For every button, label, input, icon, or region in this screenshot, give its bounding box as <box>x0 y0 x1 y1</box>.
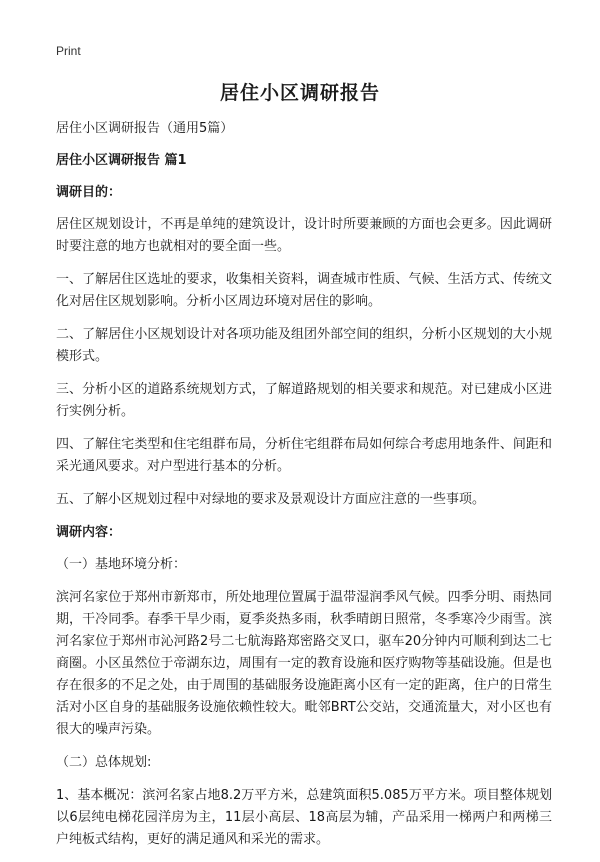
document-body <box>56 118 552 862</box>
site-analysis-paragraph: 滨河名家位于郑州市新郑市，所处地理位置属于温带湿润季风气候。四季分明、雨热同期，干冷同季。春季干旱少雨，夏季炎热多雨，秋季晴朗日照常，冬季寒冷少雨雪。滨河名家位于郑州市沁河路2号二七航海路郑密路交叉口，驱车20分钟内可顺利到达二七商圈。小区虽然位于帝湖东边，周围有一定的教育设施和医疗购物等基础设施。但是也存在很多的不足之处，由于周围的基础服务设施距离小区有一定的距离，住户的日常生活对小区自身的基础服务设施依赖性较大。毗邻BRT公交站，交通流量大，对小区也有很大的噪声污染。 <box>56 590 552 737</box>
section-title: 居住小区调研报告 篇1 <box>56 153 187 168</box>
purpose-item-4: 四、了解住宅类型和住宅组群布局，分析住宅组群布局如何综合考虑用地条件、间距和采光通风要求。对户型进行基本的分析。 <box>56 437 552 474</box>
print-link[interactable]: Print <box>56 44 81 58</box>
purpose-item-3: 三、分析小区的道路系统规划方式，了解道路规划的相关要求和规范。对已建成小区进行实例分析。 <box>56 382 552 419</box>
overall-plan-subheading: （二）总体规划: <box>56 755 152 770</box>
overall-plan-paragraph: 1、基本概况：滨河名家占地8.2万平方米，总建筑面积5.085万平方米。项目整体规划以6层纯电梯花园洋房为主，11层小高层、18高层为辅，产品采用一梯两户和两梯三户纯板式结构，更好的满足通风和采光的需求。 <box>56 788 552 847</box>
purpose-item-2: 二、了解居住小区规划设计对各项功能及组团外部空间的组织，分析小区规划的大小规模形式。 <box>56 327 552 364</box>
document-title: 居住小区调研报告 <box>219 82 380 104</box>
purpose-heading: 调研目的： <box>56 185 122 200</box>
purpose-item-5: 五、了解小区规划过程中对绿地的要求及景观设计方面应注意的一些事项。 <box>56 492 486 507</box>
content-heading: 调研内容： <box>56 525 122 540</box>
purpose-item-1: 一、了解居住区选址的要求，收集相关资料，调查城市性质、气候、生活方式、传统文化对居住区规划影响。分析小区周边环境对居住的影响。 <box>56 272 552 309</box>
document-subtitle: 居住小区调研报告（通用5篇） <box>56 121 234 136</box>
site-analysis-subheading: （一）基地环境分析： <box>56 557 187 572</box>
purpose-paragraph: 居住区规划设计，不再是单纯的建筑设计，设计时所要兼顾的方面也会更多。因此调研时要注意的地方也就相对的要全面一些。 <box>56 217 552 254</box>
